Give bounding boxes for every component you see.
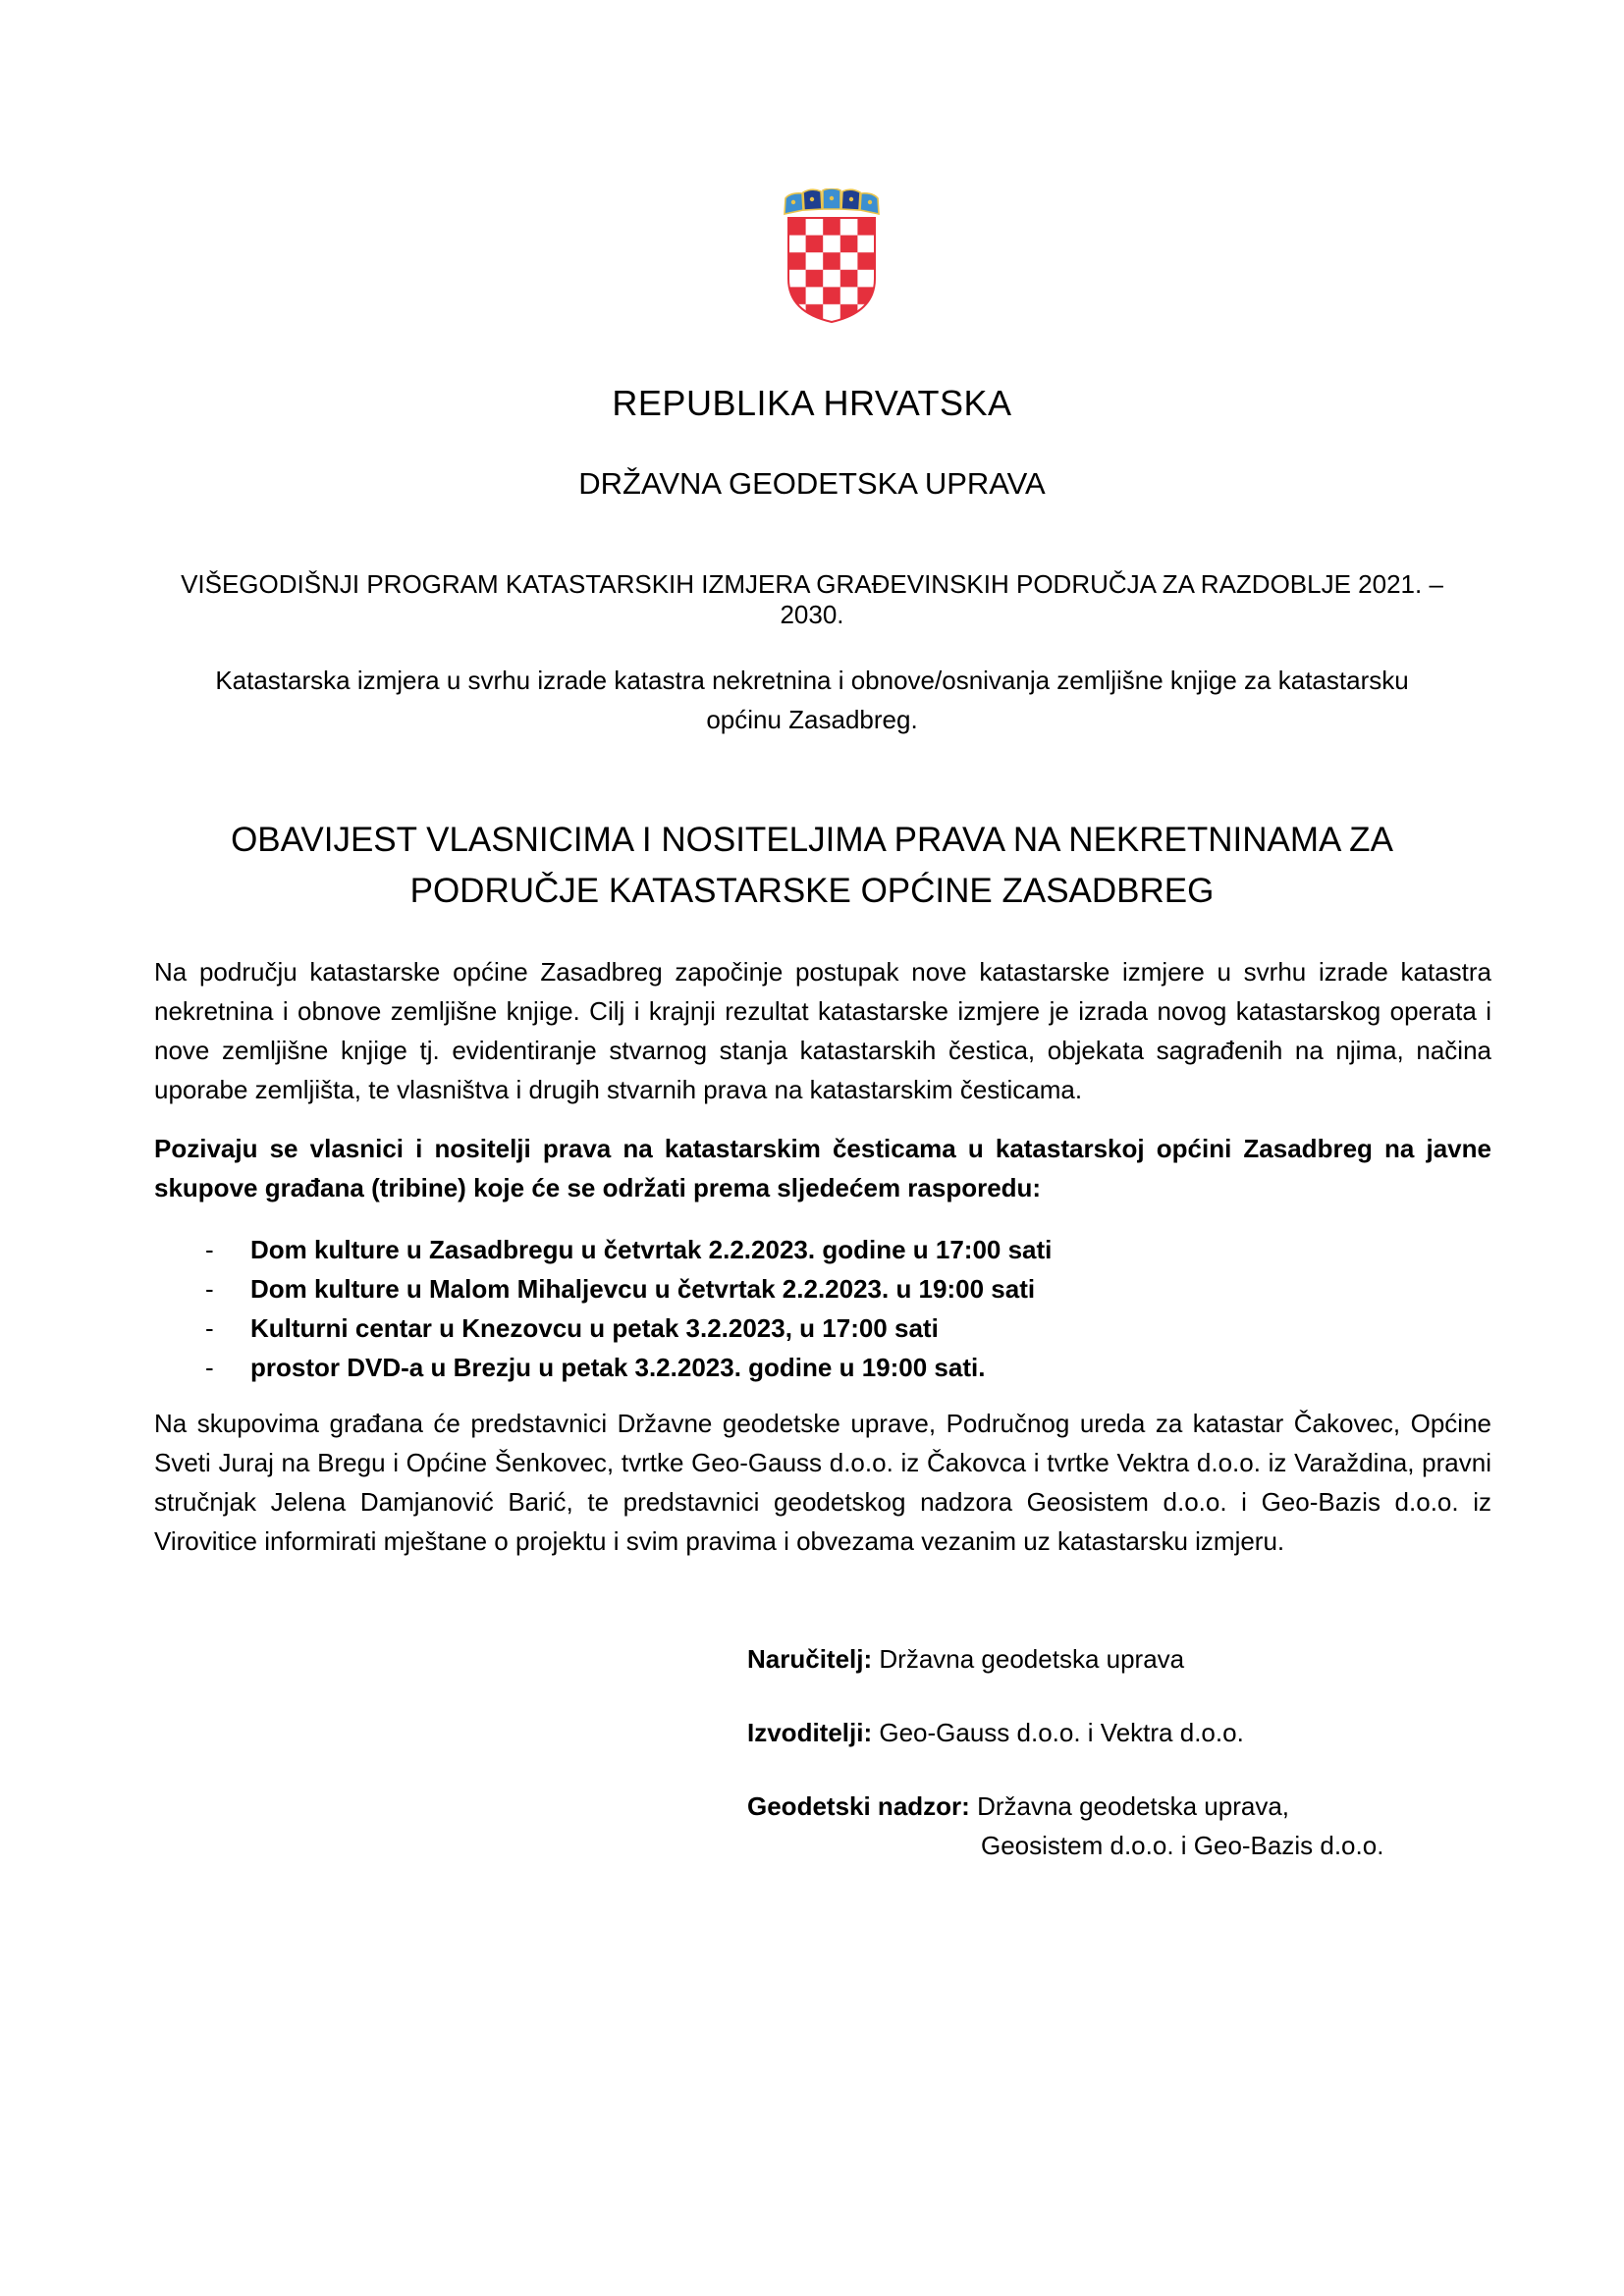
supervision-value-1: Državna geodetska uprava,: [977, 1791, 1290, 1821]
supervision-label: Geodetski nadzor:: [747, 1791, 970, 1821]
supervision-line: [747, 1787, 1289, 1826]
contractors-line: [747, 1713, 1244, 1752]
meeting-schedule-list: [154, 1230, 1431, 1387]
schedule-item-text: Dom kulture u Zasadbregu u četvrtak 2.2.2023. godine u 17:00 sati: [250, 1235, 1053, 1264]
client-line: [747, 1639, 1184, 1679]
subject-line-1: Katastarska izmjera u svrhu izrade katastra nekretnina i obnove/osnivanja zemljišne knjige za katastarsku: [215, 666, 1409, 695]
intro-paragraph: Na području katastarske općine Zasadbreg započinje postupak nove katastarske izmjere u svrhu izrade katastra nekretnina i obnove zemljišne knjige. Cilj i krajnji rezultat katastarske izmjere je izrada novog katastarskog operata i nove zemljišne knjige tj. evidentiranje stvarnog stanja katastarskih čestica, objekata sagrađenih na njima, načina uporabe zemljišta, te vlasništva i drugih stvarnih prava na katastarskim česticama.: [154, 957, 1491, 1104]
list-item: [154, 1348, 1431, 1387]
invitation-paragraph: Pozivaju se vlasnici i nositelji prava na katastarskim česticama u katastarskoj općini Zasadbreg na javne skupove građana (tribine) koje će se održati prema sljedećem rasporedu:: [154, 1134, 1491, 1202]
subject-text: [147, 661, 1477, 739]
schedule-item-text: prostor DVD-a u Brezju u petak 3.2.2023. godine u 19:00 sati.: [250, 1353, 986, 1382]
contractors-label: Izvoditelji:: [747, 1718, 873, 1747]
schedule-item-text: Dom kulture u Malom Mihaljevcu u četvrtak 2.2.2023. u 19:00 sati: [250, 1274, 1036, 1304]
list-item: [154, 1269, 1431, 1308]
list-item: [154, 1230, 1431, 1269]
program-title: VIŠEGODIŠNJI PROGRAM KATASTARSKIH IZMJERA GRAĐEVINSKIH PODRUČJA ZA RAZDOBLJE 2021. – 2030.: [181, 569, 1443, 629]
contractors-value: Geo-Gauss d.o.o. i Vektra d.o.o.: [879, 1718, 1244, 1747]
notice-title-line-2: PODRUČJE KATASTARSKE OPĆINE ZASADBREG: [409, 872, 1215, 910]
notice-title: [147, 815, 1477, 917]
participants-paragraph: Na skupovima građana će predstavnici Državne geodetske uprave, Područnog ureda za katastar Čakovec, Općine Sveti Juraj na Bregu i Općine Šenkovec, tvrtke Geo-Gauss d.o.o. iz Čakovca i tvrtke Vektra d.o.o. iz Varaždina, pravni stručnjak Jelena Damjanović Barić, te predstavnici geodetskog nadzora Geosistem d.o.o. i Geo-Bazis d.o.o. iz Virovitice informirati mještane o projektu i svim pravima i obvezama vezanim uz katastarsku izmjeru.: [154, 1409, 1491, 1556]
list-bullet: -: [205, 1313, 214, 1343]
notice-title-line-1: OBAVIJEST VLASNICIMA I NOSITELJIMA PRAVA NA NEKRETNINAMA ZA: [231, 821, 1393, 859]
subject-line-2: općinu Zasadbreg.: [706, 705, 918, 734]
list-item: [154, 1308, 1431, 1348]
country-heading: REPUBLIKA HRVATSKA: [612, 383, 1012, 423]
schedule-item-text: Kulturni centar u Knezovcu u petak 3.2.2023, u 17:00 sati: [250, 1313, 939, 1343]
croatian-coat-of-arms-icon: [784, 188, 880, 324]
client-label: Naručitelj:: [747, 1644, 873, 1674]
list-bullet: -: [205, 1353, 214, 1382]
list-bullet: -: [205, 1235, 214, 1264]
agency-heading: DRŽAVNA GEODETSKA UPRAVA: [578, 466, 1046, 501]
client-value: Državna geodetska uprava: [879, 1644, 1185, 1674]
supervision-value-2: Geosistem d.o.o. i Geo-Bazis d.o.o.: [981, 1831, 1384, 1860]
list-bullet: -: [205, 1274, 214, 1304]
